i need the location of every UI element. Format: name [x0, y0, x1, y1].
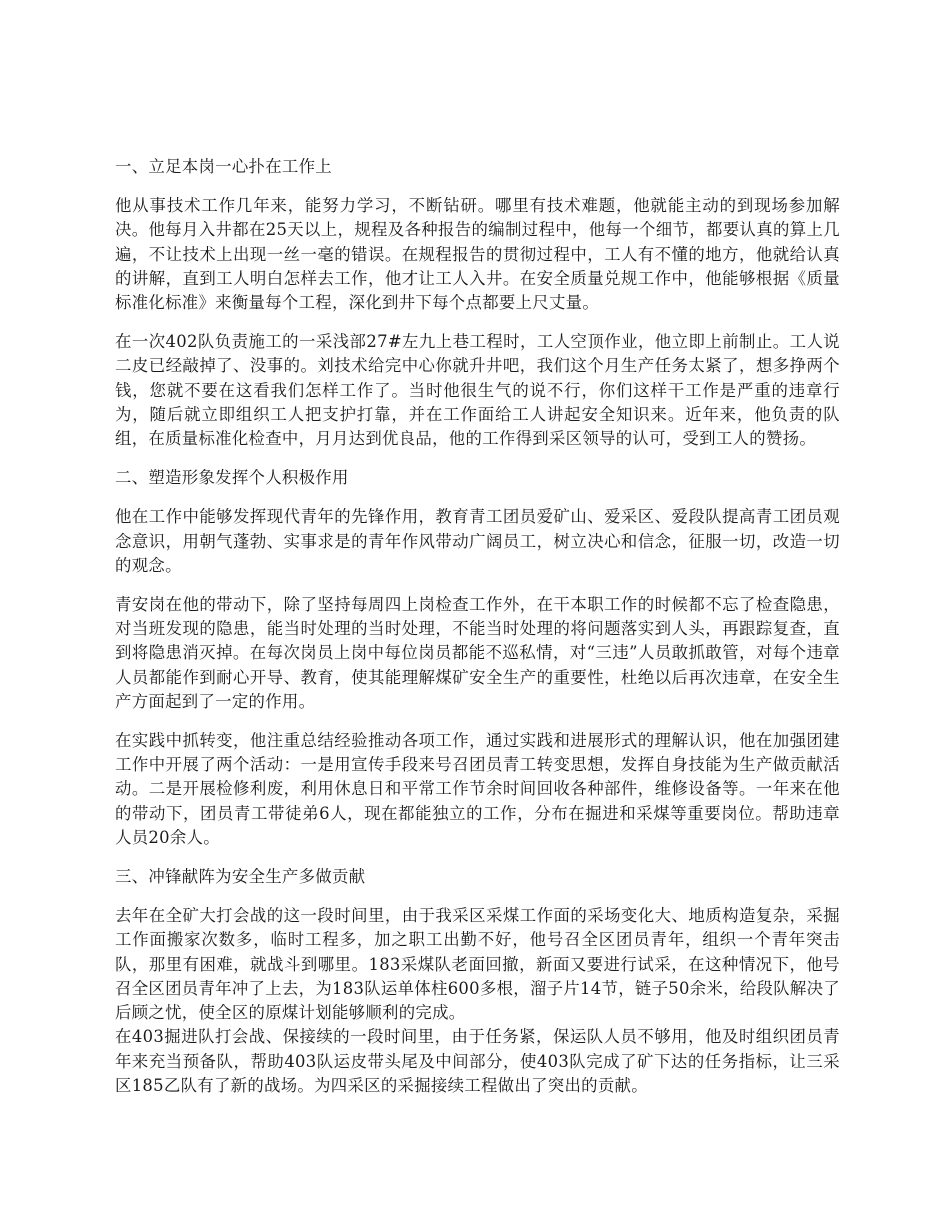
document-page — [115, 155, 840, 1113]
paragraph: 他在工作中能够发挥现代青年的先锋作用，教育青工团员爱矿山、爱采区、爱段队提高青工团员观念意识，用朝气蓬勃、实事求是的青年作风带动广阔员工，树立决心和信念，征服一切，改造一切的观念。 — [115, 507, 840, 575]
paragraph: 青安岗在他的带动下，除了坚持每周四上岗检查工作外，在干本职工作的时候都不忘了检查隐患，对当班发现的隐患，能当时处理的当时处理，不能当时处理的将问题落实到人头，再跟踪复查，直到将隐患消灭掉。在每次岗员上岗中每位岗员都能不巡私情，对“三违”人员敢抓敢管，对每个违章人员都能作到耐心开导、教育，使其能理解煤矿安全生产的重要性，杜绝以后再次违章，在安全生产方面起到了一定的作用。 — [115, 595, 840, 711]
section-heading: 三、冲锋献阵为安全生产多做贡献 — [115, 867, 366, 887]
paragraph: 在实践中抓转变，他注重总结经验推动各项工作，通过实践和进展形式的理解认识，他在加强团建工作中开展了两个活动：一是用宣传手段来号召团员青工转变思想，发挥自身技能为生产做贡献活动。二是开展检修利废，利用休息日和平常工作节余时间回收各种部件，维修设备等。一年来在他的带动下，团员青工带徒弟6人，现在都能独立的工作，分布在掘进和采煤等重要岗位。帮助违章人员20余人。 — [115, 731, 840, 847]
section-heading: 一、立足本岗一心扑在工作上 — [115, 157, 332, 176]
paragraph: 在403掘进队打会战、保接续的一段时间里，由于任务紧，保运队人员不够用，他及时组织团员青年来充当预备队，帮助403队运皮带头尾及中间部分，使403队完成了矿下达的任务指标，让三采区185乙队有了新的战场。为四采区的采掘接续工程做出了突出的贡献。 — [115, 1027, 840, 1095]
paragraph: 他从事技术工作几年来，能努力学习，不断钻研。哪里有技术难题，他就能主动的到现场参加解决。他每月入井都在25天以上，规程及各种报告的编制过程中，他每一个细节，都要认真的算上几遍，不让技术上出现一丝一毫的错误。在规程报告的贯彻过程中，工人有不懂的地方，他就给认真的讲解，直到工人明白怎样去工作，他才让工人入井。在安全质量兑规工作中，他能够根据《质量标准化标准》来衡量每个工程，深化到井下每个点都要上尺丈量。 — [115, 196, 840, 313]
section-heading: 二、塑造形象发挥个人积极作用 — [115, 468, 349, 488]
paragraph: 去年在全矿大打会战的这一段时间里，由于我采区采煤工作面的采场变化大、地质构造复杂，采掘工作面搬家次数多，临时工程多，加之职工出勤不好，他号召全区团员青年，组织一个青年突击队，那里有困难，就战斗到哪里。183采煤队老面回撤，新面又要进行试采，在这种情况下，他号召全区团员青年冲了上去，为183队运单体柱600多根，溜子片14节，链子50余米，给段队解决了后顾之忧，使全区的原煤计划能够顺利的完成。 — [115, 906, 840, 1023]
paragraph: 在一次402队负责施工的一采浅部27#左九上巷工程时，工人空顶作业，他立即上前制止。工人说二皮已经敲掉了、没事的。刘技术给完中心你就升井吧，我们这个月生产任务太紧了，想多挣两个钱，您就不要在这看我们怎样工作了。当时他很生气的说不行，你们这样干工作是严重的违章行为，随后就立即组织工人把支护打靠，并在工作面给工人讲起安全知识来。近年来，他负责的队组，在质量标准化检查中，月月达到优良品，他的工作得到采区领导的认可，受到工人的赞扬。 — [115, 332, 840, 449]
